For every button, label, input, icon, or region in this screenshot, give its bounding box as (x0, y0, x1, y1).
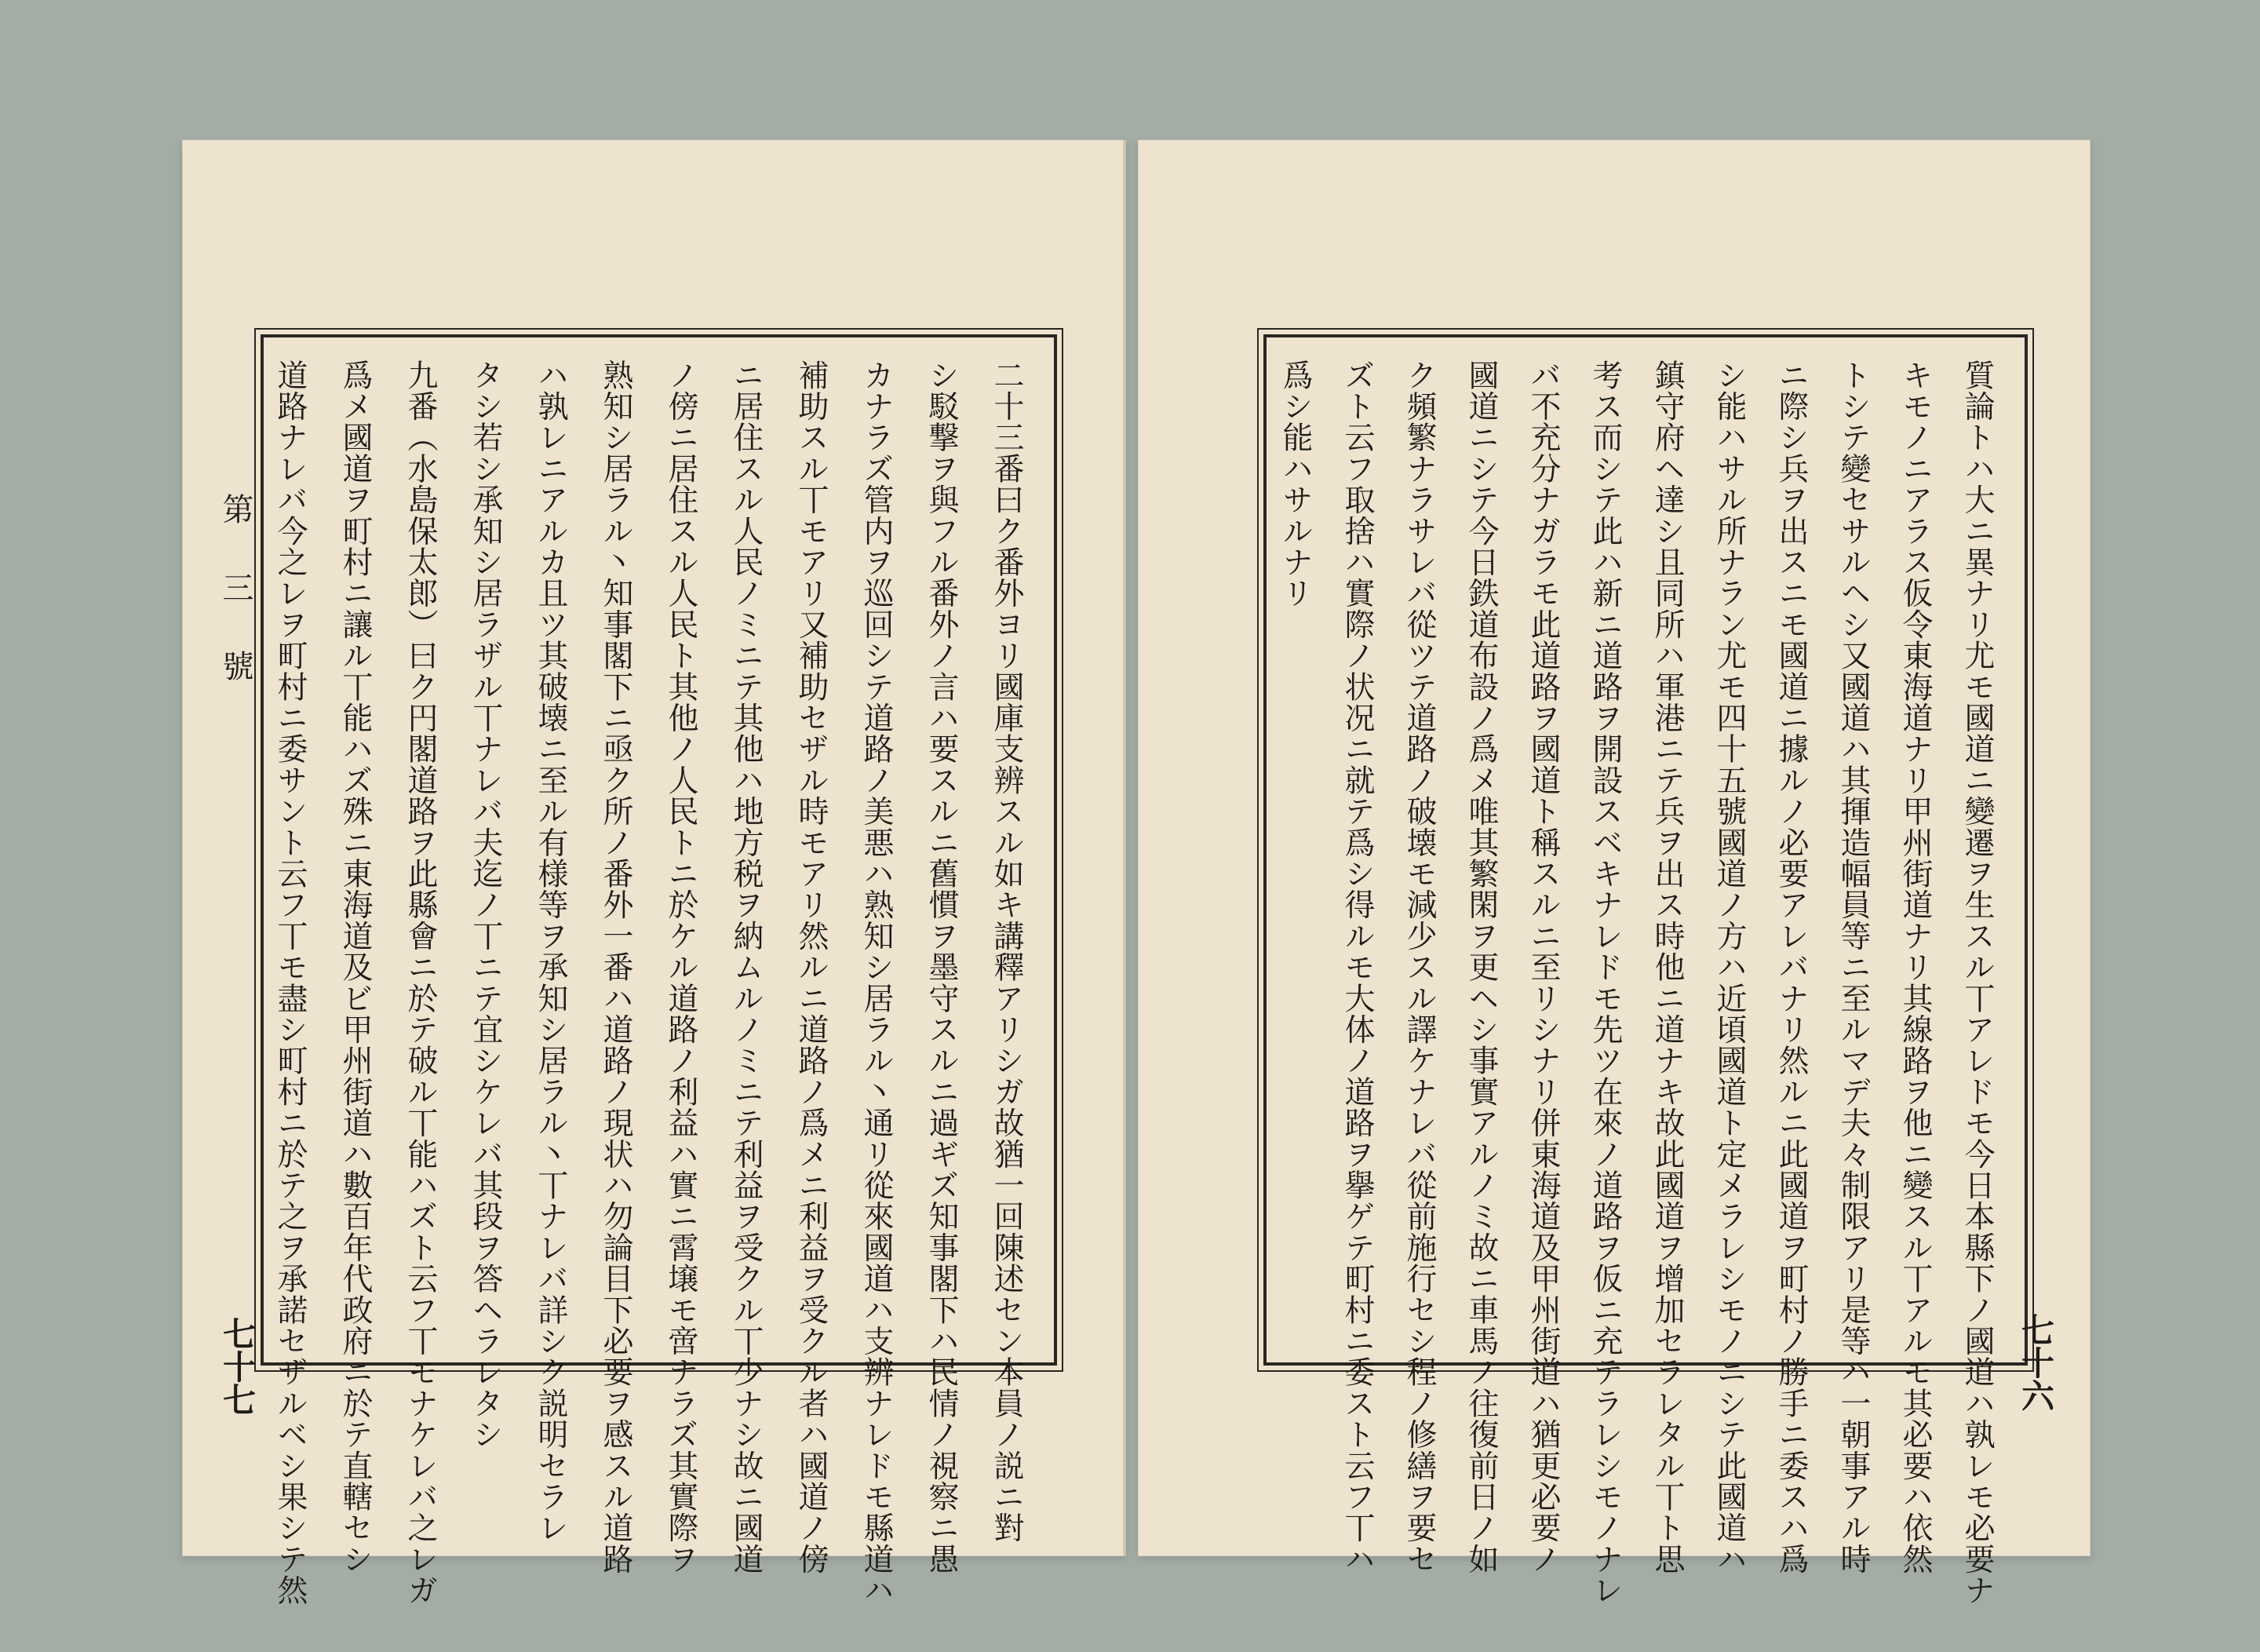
text-column: ク頻繁ナラサレバ從ツテ道路ノ破壊モ減少スル譯ケナレバ從前施行セシ程ノ修繕ヲ要セ (1402, 359, 1437, 1575)
text-column: カナラズ管内ヲ巡回シテ道路ノ美悪ハ熟知シ居ラル丶通リ從來國道ハ支辨ナレドモ縣道ハ (858, 359, 894, 1606)
text-column: 九番（水島保太郎）曰ク円閣道路ヲ此縣會ニ於テ破ル丅能ハズト云フ丅モナケレバ之レガ (403, 359, 438, 1606)
text-column: 道路ナレバ今之レヲ町村ニ委サント云フ丅モ盡シ町村ニ於テ之ヲ承諾セザルベシ果シテ然 (272, 359, 308, 1606)
text-column: 爲シ能ハサルナリ (1278, 359, 1313, 609)
text-column: 國道ニシテ今日鉄道布設ノ爲メ唯其繁閑ヲ更ヘシ事實アルノミ故ニ車馬ノ往復前日ノ如 (1464, 359, 1499, 1575)
left-page (182, 140, 1126, 1606)
issue-label: 第三號 (217, 493, 253, 728)
text-column: 二十三番曰ク番外ヨリ國庫支辨スル如キ講釋アリシガ故猶一回陳述セン本員ノ説ニ對 (989, 359, 1024, 1544)
page-number: 七十六 (2017, 1313, 2055, 1412)
text-column: ハ孰レニアルカ且ツ其破壊ニ至ル有様等ヲ承知シ居ラル丶丅ナレバ詳シク説明セラレ (533, 359, 568, 1544)
right-page (1138, 140, 2090, 1606)
text-column: ノ傍ニ居住スル人民ト其他ノ人民トニ於ケル道路ノ利益ハ實ニ霄壌モ啻ナラズ其實際ヲ (663, 359, 698, 1575)
text-column: 補助スル丅モアリ又補助セザル時モアリ然ルニ道路ノ爲メニ利益ヲ受クル者ハ國道ノ傍 (793, 359, 829, 1575)
text-column: 考ス而シテ此ハ新ニ道路ヲ開設スベキナレドモ先ツ在來ノ道路ヲ仮ニ充テラレシモノナレ (1587, 359, 1623, 1606)
text-column: 鎮守府ヘ達シ且同所ハ軍港ニテ兵ヲ出ス時他ニ道ナキ故此國道ヲ增加セラレタル丅ト思 (1649, 359, 1685, 1575)
text-column: バ不充分ナガラモ此道路ヲ國道ト稱スルニ至リシナリ併東海道及甲州街道ハ猶更必要ノ (1526, 359, 1561, 1575)
page-number: 七十七 (218, 1317, 257, 1416)
text-column: ニ際シ兵ヲ出スニモ國道ニ據ルノ必要アレバナリ然ルニ此國道ヲ町村ノ勝手ニ委スハ爲 (1773, 359, 1809, 1575)
right-text-frame (1263, 334, 2028, 1606)
text-column: ニ居住スル人民ノミニテ其他ハ地方税ヲ納ムルノミニテ利益ヲ受クル丅少ナシ故ニ國道 (728, 359, 764, 1575)
text-column: シ能ハサル所ナラン尤モ四十五號國道ノ方ハ近頃國道ト定メラレシモノニシテ此國道ハ (1711, 359, 1747, 1575)
text-column: 質論トハ大ニ異ナリ尤モ國道ニ變遷ヲ生スル丅アレドモ今日本縣下ノ國道ハ孰レモ必要ナ (1959, 359, 1995, 1606)
left-text-frame (261, 334, 1057, 1606)
text-column: タシ若シ承知シ居ラザル丅ナレバ夫迄ノ丅ニテ宜シケレバ其段ヲ答ヘラレタシ (468, 359, 503, 1450)
text-column: 爲メ國道ヲ町村ニ讓ル丅能ハズ殊ニ東海道及ビ甲州街道ハ數百年代政府ニ於テ直轄セシ (337, 359, 373, 1575)
text-column: シ駁撃ヲ與フル番外ノ言ハ要スルニ舊慣ヲ墨守スルニ過ギズ知事閣下ハ民情ノ視察ニ愚 (924, 359, 959, 1575)
text-column: キモノニアラス仮令東海道ナリ甲州街道ナリ其線路ヲ他ニ變スル丅アルモ其必要ハ依然 (1897, 359, 1933, 1575)
text-column: 熟知シ居ラル丶知事閣下ニ亟ク所ノ番外一番ハ道路ノ現状ハ勿論目下必要ヲ感スル道路 (598, 359, 633, 1575)
text-column: トシテ變セサルヘシ又國道ハ其揮造幅員等ニ至ルマデ夫々制限アリ是等ハ一朝事アル時 (1835, 359, 1871, 1575)
text-column: ズト云フ取捨ハ實際ノ状况ニ就テ爲シ得ルモ大体ノ道路ヲ擧ゲテ町村ニ委スト云フ丅ハ (1340, 359, 1375, 1575)
